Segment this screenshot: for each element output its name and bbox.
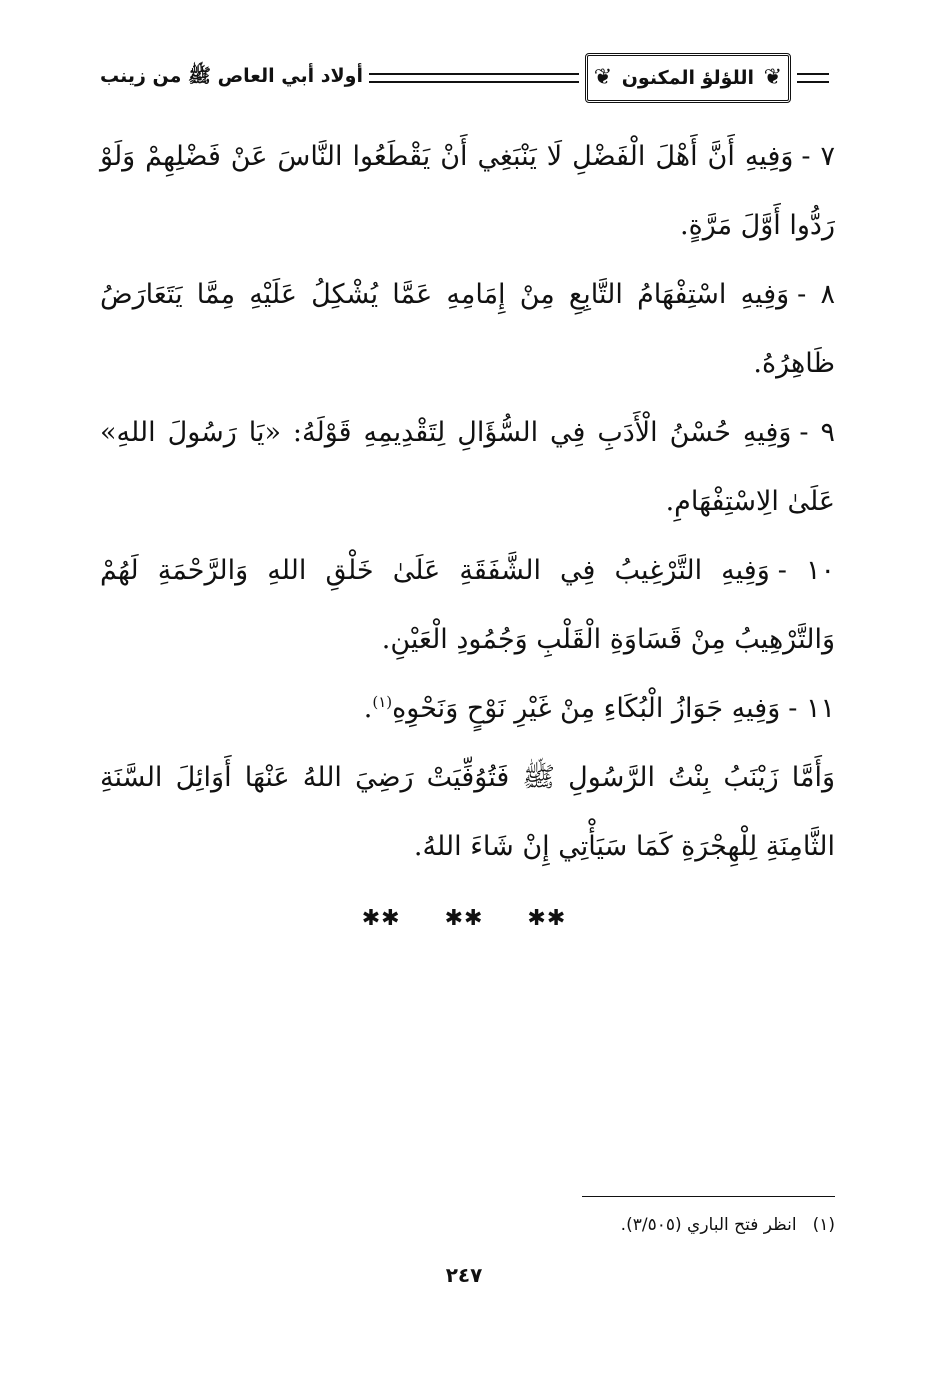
item-number: ١١ - [788, 693, 835, 724]
item-text: وَفِيهِ جَوَازُ الْبُكَاءِ مِنْ غَيْرِ نَوْحٍ وَنَحْوِهِ [392, 693, 781, 724]
item-text: وَفِيهِ اسْتِفْهَامُ التَّابِعِ مِنْ إِمَامِهِ عَمَّا يُشْكِلُ عَلَيْهِ مِمَّا يَتَعَارَضُ ظَاهِرُهُ. [100, 279, 835, 379]
section-separator: ✱✱ ✱✱ ✱✱ [361, 906, 567, 931]
item-end: . [363, 693, 373, 724]
footnote-reference[interactable]: (١) [372, 693, 393, 711]
benefit-item-10 [100, 536, 835, 674]
item-text: وَفِيهِ التَّرْغِيبُ فِي الشَّفَقَةِ عَلَىٰ خَلْقِ اللهِ وَالرَّحْمَةِ لَهُمْ وَالتَّرْهِيبُ مِنْ قَسَاوَةِ الْقَلْبِ وَجُمُودِ الْعَيْنِ. [100, 555, 835, 655]
main-text [100, 122, 835, 881]
ornament-icon: ❦ [593, 65, 613, 90]
book-title-frame [585, 53, 791, 103]
item-number: ٧ - [801, 141, 835, 172]
item-text: وَفِيهِ حُسْنُ الْأَدَبِ فِي السُّؤَالِ لِتَقْدِيمِهِ قَوْلَهُ: «يَا رَسُولَ اللهِ» عَلَىٰ الِاسْتِفْهَامِ. [100, 417, 835, 517]
footnote [621, 1208, 835, 1242]
item-number: ٩ - [799, 417, 835, 448]
page-number: ٢٤٧ [445, 1263, 483, 1287]
footnote-rule [582, 1196, 835, 1197]
benefit-item-7 [100, 122, 835, 260]
item-number: ١٠ - [777, 555, 835, 586]
closing-paragraph: وَأَمَّا زَيْنَبُ بِنْتُ الرَّسُولِ ﷺ فَتُوُفِّيَتْ رَضِيَ اللهُ عَنْهَا أَوَائِلَ السَّنَةِ الثَّامِنَةِ لِلْهِجْرَةِ كَمَا سَيَأْتِي إِنْ شَاءَ اللهُ. [100, 762, 835, 862]
benefit-item-11 [100, 674, 835, 743]
benefit-item-9 [100, 398, 835, 536]
header-rule-right [797, 73, 829, 83]
ornament-icon: ❦ [763, 65, 782, 90]
footnote-marker: (١) [812, 1215, 835, 1235]
footnote-text: انظر فتح الباري (٣/٥٠٥). [620, 1215, 797, 1235]
book-title: اللؤلؤ المكنون [621, 67, 754, 89]
benefit-item-8 [100, 260, 835, 398]
chapter-title: أولاد أبي العاص ﷺ من زينب [100, 65, 363, 87]
item-text: وَفِيهِ أَنَّ أَهْلَ الْفَضْلِ لَا يَنْبَغِي أَنْ يَقْطَعُوا النَّاسَ عَنْ فَضْلِهِمْ وَلَوْ رَدُّوا أَوَّلَ مَرَّةٍ. [100, 141, 835, 241]
header-rule-middle [369, 73, 579, 83]
item-number: ٨ - [797, 279, 835, 310]
running-header [100, 52, 835, 104]
